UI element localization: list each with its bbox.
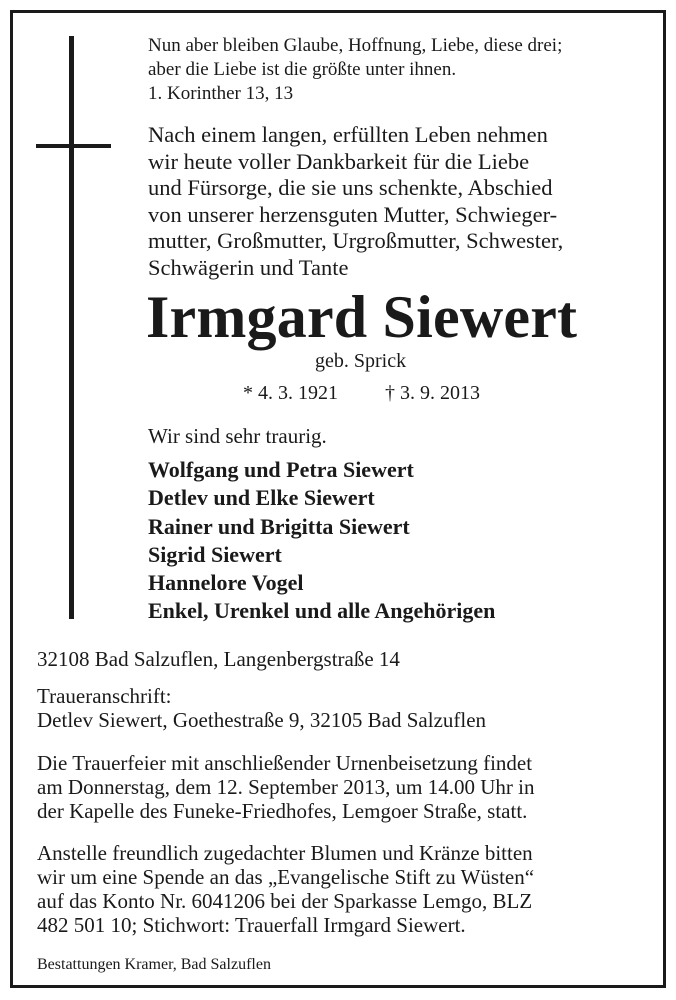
bible-verse (148, 34, 562, 106)
donation-line: Anstelle freundlich zugedachter Blumen und Kränze bitten (37, 841, 533, 865)
mourning-statement: Wir sind sehr traurig. (148, 424, 327, 448)
intro-line: mutter, Großmutter, Urgroßmutter, Schwester, (148, 228, 564, 253)
verse-line: aber die Liebe ist die größte unter ihnen. (148, 59, 457, 80)
mourner: Enkel, Urenkel und alle Angehörigen (148, 598, 496, 624)
death-date: † 3. 9. 2013 (385, 382, 480, 404)
intro-line: wir heute voller Dankbarkeit für die Liebe (148, 148, 530, 174)
mourner: Detlev und Elke Siewert (148, 485, 375, 511)
mourning-address-label: Traueranschrift: (37, 684, 172, 708)
verse-line: Nun aber bleiben Glaube, Hoffnung, Liebe, diese drei; (148, 35, 563, 56)
ceremony-notice (37, 751, 535, 823)
deceased-name: Irmgard Siewert (146, 284, 578, 350)
intro-text (148, 122, 563, 281)
mourner: Wolfgang und Petra Siewert (148, 457, 414, 482)
ceremony-line: am Donnerstag, dem 12. September 2013, um 14.00 Uhr in (37, 775, 535, 799)
donation-line: wir um eine Spende an das „Evangelische Stift zu Wüsten“ (37, 865, 535, 889)
cross-icon-bar (36, 144, 111, 148)
donation-line: auf das Konto Nr. 6041206 bei der Sparkasse Lemgo, BLZ (37, 889, 533, 913)
mourning-address (37, 684, 486, 732)
intro-line: Schwägerin und Tante (148, 254, 349, 280)
mourner: Sigrid Siewert (148, 541, 282, 567)
mourning-address-value: Detlev Siewert, Goethestraße 9, 32105 Bad Salzuflen (37, 708, 487, 732)
verse-reference: 1. Korinther 13, 13 (148, 83, 294, 104)
donation-notice (37, 841, 534, 937)
mourner: Hannelore Vogel (148, 570, 304, 596)
intro-line: von unserer herzensguten Mutter, Schwieger- (148, 201, 558, 227)
intro-line: Nach einem langen, erfüllten Leben nehmen (148, 122, 548, 147)
mourners-list (148, 456, 495, 626)
intro-line: und Fürsorge, die sie uns schenkte, Abschied (148, 175, 553, 200)
birth-date: * 4. 3. 1921 (243, 382, 338, 404)
ceremony-line: der Kapelle des Funeke-Friedhofes, Lemgoer Straße, statt. (37, 799, 528, 823)
family-address: 32108 Bad Salzuflen, Langenbergstraße 14 (37, 647, 400, 671)
birth-name: geb. Sprick (315, 350, 407, 372)
ceremony-line: Die Trauerfeier mit anschließender Urnenbeisetzung findet (37, 751, 533, 775)
mourner: Rainer und Brigitta Siewert (148, 513, 410, 539)
cross-icon (69, 36, 74, 619)
funeral-home: Bestattungen Kramer, Bad Salzuflen (37, 956, 271, 973)
donation-line: 482 501 10; Stichwort: Trauerfall Irmgard Siewert. (37, 913, 466, 937)
